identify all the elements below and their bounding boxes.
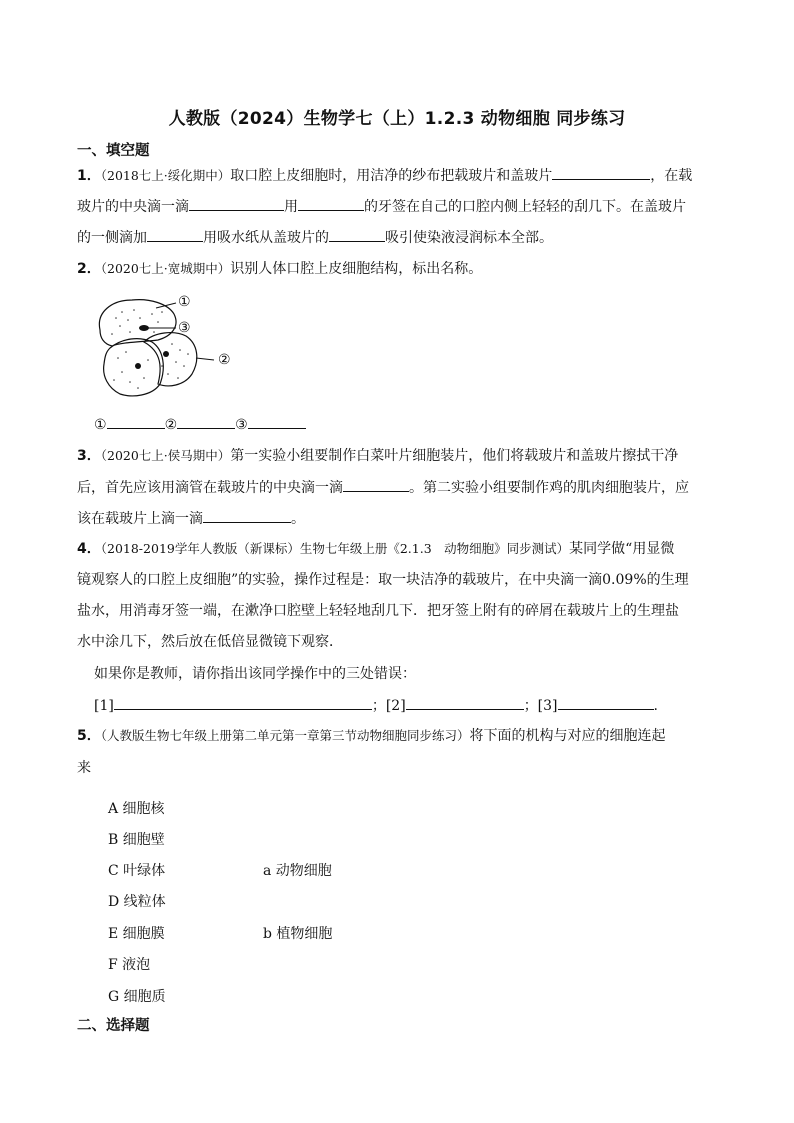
q1-text-2b: 用 [284,199,298,215]
q1-line-1 [77,165,692,186]
q2-answer-2-label: ② [164,417,178,433]
cheek-cell-diagram [92,290,252,405]
q3-line-3 [77,508,305,529]
section-fill-in: 一、填空题 [77,143,150,159]
q1-text-2c: 的牙签在自己的口腔内侧上轻轻的刮几下。在盖玻片 [364,199,686,215]
q1-text-1b: ，在载 [650,168,693,184]
page-title: 人教版（2024）生物学七（上）1.2.3 动物细胞 同步练习 [168,109,626,129]
q4-text-1: 某同学做“用显微 [569,541,675,557]
q5-right-option-a: a 动物细胞 [263,863,332,879]
q1-blank-4[interactable] [147,227,203,242]
q4-line-2: 镜观察人的口腔上皮细胞”的实验，操作过程是：取一块洁净的载玻片，在中央滴一滴0.09%的生理 [77,572,689,588]
q1-text-3a: 的一侧滴加 [77,230,147,246]
q1-blank-3[interactable] [298,196,364,211]
q5-line-1 [77,726,666,746]
q1-text-3c: 吸引使染液浸润标本全部。 [385,230,553,246]
q4-answer-3-label: ；[3] [523,698,558,714]
q3-number: 3． [77,448,101,464]
q4-answer-end: . [653,698,658,714]
q4-answer-line [94,695,658,716]
q4-number: 4． [77,541,101,557]
q2-answer-3-label: ③ [235,417,248,433]
q5-line-2: 来 [77,760,91,776]
q4-answer-1-label: [1] [94,698,114,714]
q4-answer-blank-3[interactable] [558,695,654,710]
q3-text-3a: 该在载玻片上滴一滴 [77,511,203,527]
diagram-label-2: ② [218,352,231,368]
q4-answer-blank-2[interactable] [406,695,524,710]
q1-blank-1[interactable] [552,165,650,180]
q2-text: 识别人体口腔上皮细胞结构，标出名称。 [230,261,483,277]
q2-source: （2020七上·宽城期中） [100,261,231,276]
q1-line-3 [77,227,553,248]
q4-line-4: 水中涂几下，然后放在低倍显微镜下观察． [77,634,343,650]
q1-text-1a: 取口腔上皮细胞时，用洁净的纱布把载玻片和盖玻片 [230,168,553,184]
q5-text-1: 将下面的机构与对应的细胞连起 [469,728,666,744]
q5-left-option-c: C 叶绿体 [108,863,166,879]
q3-line-1 [77,446,678,466]
q5-source: （人教版生物七年级上册第二单元第一章第三节动物细胞同步练习） [100,728,470,743]
q4-answer-blank-1[interactable] [114,695,372,710]
diagram-label-1: ① [178,294,191,310]
q3-line-2 [77,477,689,498]
q2-answer-blank-1[interactable] [107,414,165,429]
q2-line-1 [77,259,482,279]
q2-answer-line [94,414,306,435]
q3-text-2a: 后，首先应该用滴管在载玻片的中央滴一滴 [77,480,343,496]
q3-blank-2[interactable] [203,508,291,523]
q4-line-3: 盐水，用消毒牙签一端，在漱净口腔壁上轻轻地刮几下．把牙签上附有的碎屑在载玻片上的生理盐 [77,603,679,619]
q5-left-option-b: B 细胞壁 [108,832,165,848]
q5-left-option-g: G 细胞质 [108,989,166,1005]
q2-answer-blank-3[interactable] [248,414,306,429]
q1-blank-5[interactable] [329,227,385,242]
q1-line-2 [77,196,686,217]
q4-line-5: 如果你是教师，请你指出该同学操作中的三处错误： [94,666,416,682]
diagram-label-3: ③ [178,320,191,336]
q3-source: （2020七上·侯马期中） [100,448,231,463]
section-multiple-choice: 二、选择题 [77,1018,150,1034]
q3-text-1: 第一实验小组要制作白菜叶片细胞装片，他们将载玻片和盖玻片擦拭干净 [230,448,679,464]
q2-answer-blank-2[interactable] [177,414,235,429]
q1-source: （2018七上·绥化期中） [100,168,231,183]
q2-number: 2． [77,261,101,277]
q5-left-option-d: D 线粒体 [108,894,166,910]
q4-answer-2-label: ；[2] [371,698,406,714]
q5-left-option-a: A 细胞核 [108,801,165,817]
q5-left-option-e: E 细胞膜 [108,926,165,942]
q4-line-1 [77,539,674,559]
q5-right-option-b: b 植物细胞 [263,926,333,942]
q1-text-2a: 玻片的中央滴一滴 [77,199,189,215]
q1-number: 1． [77,168,101,184]
q3-text-3b: 。 [291,511,305,527]
q3-blank-1[interactable] [343,477,409,492]
q5-number: 5． [77,728,101,744]
q5-left-option-f: F 液泡 [108,957,151,973]
q2-answer-1-label: ① [94,417,107,433]
q1-text-3b: 用吸水纸从盖玻片的 [203,230,329,246]
q3-text-2b: 。第二实验小组要制作鸡的肌肉细胞装片，应 [409,480,689,496]
q4-source: （2018-2019学年人教版（新课标）生物七年级上册《2.1.3 动物细胞》同步测试） [100,541,570,556]
q1-blank-2[interactable] [189,196,284,211]
